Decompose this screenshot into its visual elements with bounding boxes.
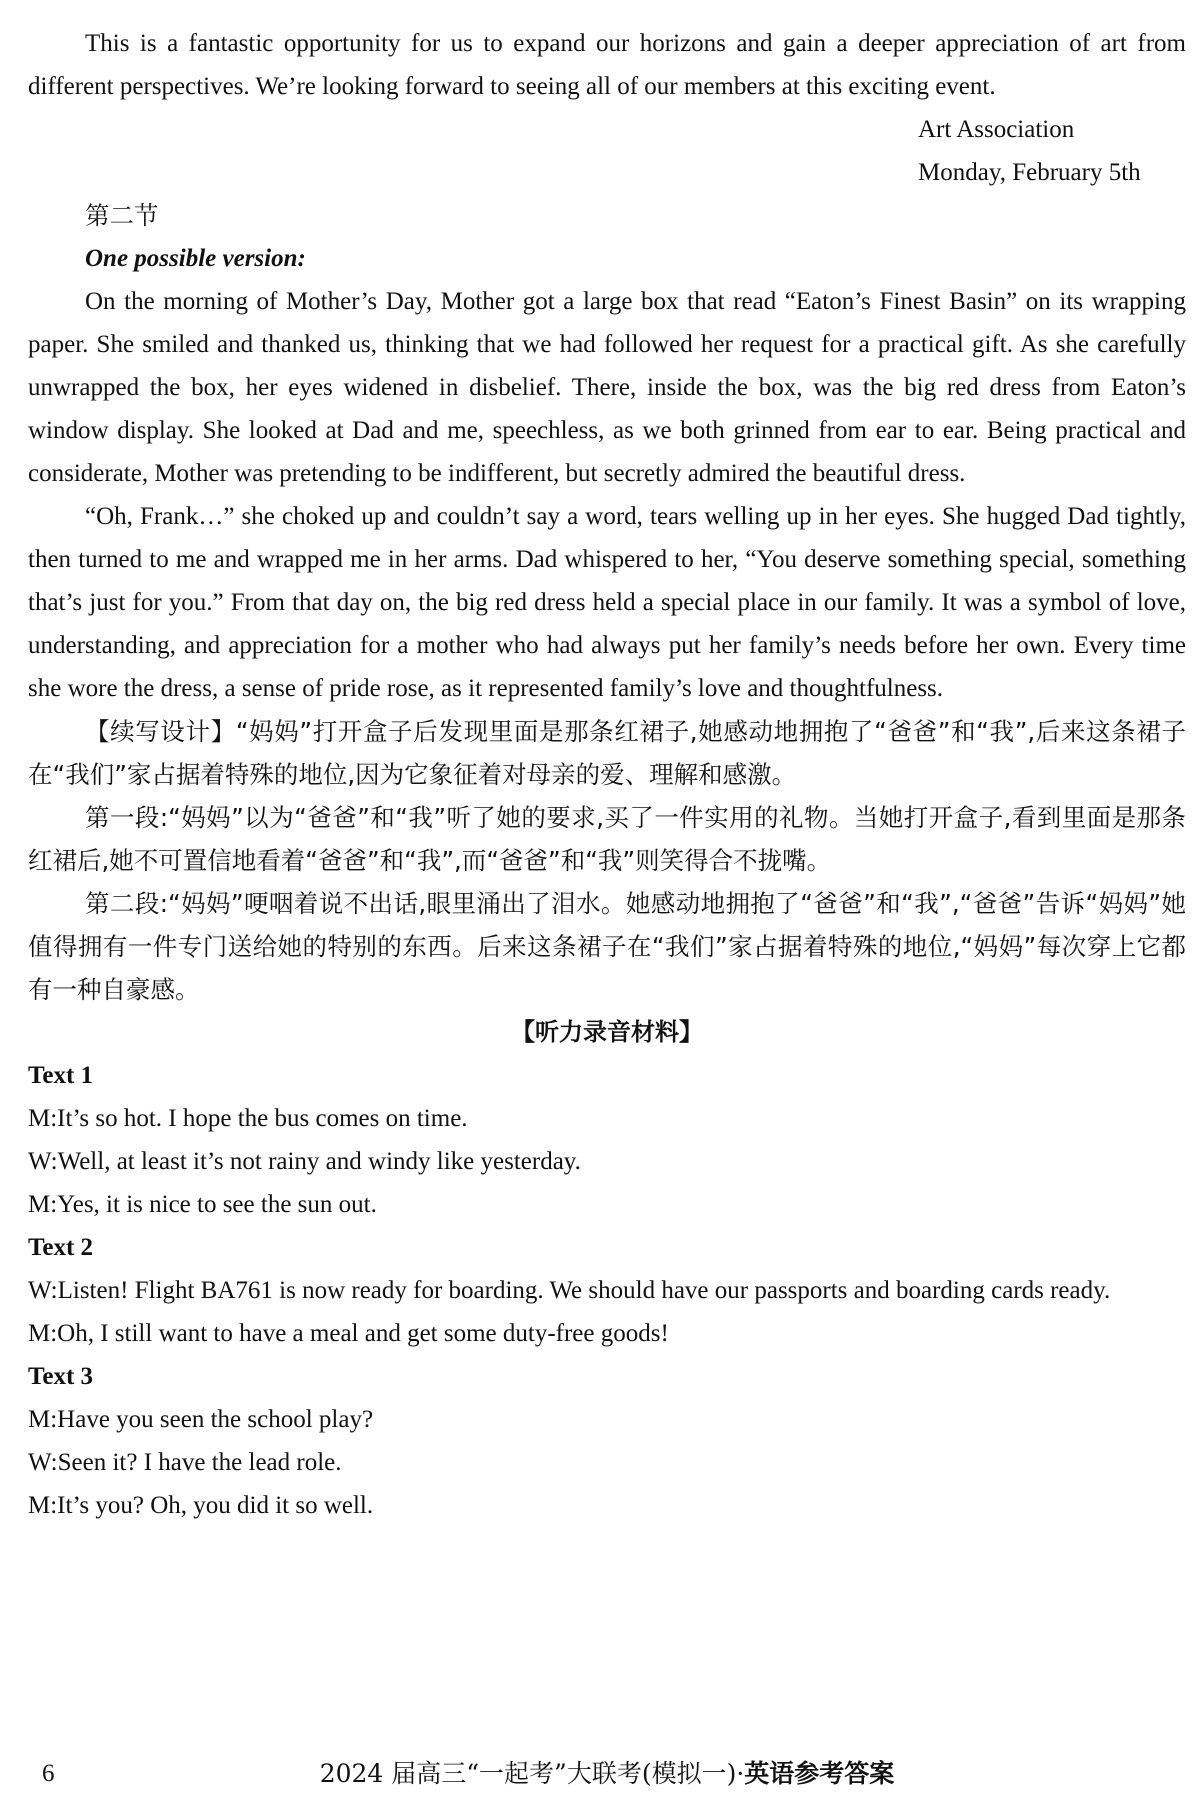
dialog-line: M:Yes, it is nice to see the sun out. xyxy=(28,1191,377,1218)
dialog-line: W:Well, at least it’s not rainy and windy like yesterday. xyxy=(28,1148,581,1175)
text-heading: Text 3 xyxy=(28,1363,94,1390)
essay-paragraph-1: On the morning of Mother’s Day, Mother got a large box that read “Eaton’s Finest Basin” on its wrapping paper. She smiled and thanked us, thinking that we had followed her request for a practical gift. As she carefully unwrapped the box, her eyes widened in disbelief. There, inside the box, was the big red dress from Eaton’s window display. She looked at Dad and me, speechless, as we both grinned from ear to ear. Being practical and considerate, Mother was pretending to be indifferent, but secretly admired the beautiful dress. xyxy=(28,288,1186,487)
design-note-summary: 【续写设计】“妈妈”打开盒子后发现里面是那条红裙子,她感动地拥抱了“爸爸”和“我”,后来这条裙子在“我们”家占据着特殊的地位,因为它象征着对母亲的爱、理解和感激。 xyxy=(28,717,1186,789)
signature-date: Monday, February 5th xyxy=(918,159,1141,186)
listening-title: 【听力录音材料】 xyxy=(511,1018,703,1046)
design-note-paragraph-1: 第一段:“妈妈”以为“爸爸”和“我”听了她的要求,买了一件实用的礼物。当她打开盒子,看到里面是那条红裙后,她不可置信地看着“爸爸”和“我”,而“爸爸”和“我”则笑得合不拢嘴。 xyxy=(28,803,1186,875)
section-label: 第二节 xyxy=(85,201,159,230)
design-note-paragraph-2: 第二段:“妈妈”哽咽着说不出话,眼里涌出了泪水。她感动地拥抱了“爸爸”和“我”,“爸爸”告诉“妈妈”她值得拥有一件专门送给她的特别的东西。后来这条裙子在“我们”家占据着特殊的地位,“妈妈”每次穿上它都有一种自豪感。 xyxy=(28,889,1186,1004)
version-label: One possible version: xyxy=(85,245,306,272)
dialog-line: W:Seen it? I have the lead role. xyxy=(28,1449,342,1476)
dialog-line: M:It’s so hot. I hope the bus comes on time. xyxy=(28,1105,468,1132)
footer-title xyxy=(28,1754,1186,1794)
text-heading: Text 2 xyxy=(28,1234,94,1261)
page-number: 6 xyxy=(42,1760,55,1787)
dialog-line: M:Oh, I still want to have a meal and get some duty-free goods! xyxy=(28,1320,669,1347)
dialog-line: W:Listen! Flight BA761 is now ready for boarding. We should have our passports and boarding cards ready. xyxy=(28,1277,1111,1304)
footer-title-prefix: 2024 届高三“一起考”大联考(模拟一)· xyxy=(319,1759,745,1788)
notice-closing-paragraph: This is a fantastic opportunity for us to expand our horizons and gain a deeper appreciation of art from different perspectives. We’re looking forward to seeing all of our members at this exciting event. xyxy=(28,30,1186,100)
page-footer xyxy=(28,1754,1186,1794)
essay-paragraph-2: “Oh, Frank…” she choked up and couldn’t say a word, tears welling up in her eyes. She hugged Dad tightly, then turned to me and wrapped me in her arms. Dad whispered to her, “You deserve something special, something that’s just for you.” From that day on, the big red dress held a special place in our family. It was a symbol of love, understanding, and appreciation for a mother who had always put her family’s needs before her own. Every time she wore the dress, a sense of pride rose, as it represented family’s love and thoughtfulness. xyxy=(28,503,1186,702)
signature-organization: Art Association xyxy=(918,116,1075,143)
text-heading: Text 1 xyxy=(28,1062,94,1089)
dialog-line: M:It’s you? Oh, you did it so well. xyxy=(28,1492,374,1519)
dialog-line: M:Have you seen the school play? xyxy=(28,1406,374,1433)
page-content xyxy=(28,22,1186,1527)
footer-title-subject: 英语参考答案 xyxy=(744,1759,895,1788)
